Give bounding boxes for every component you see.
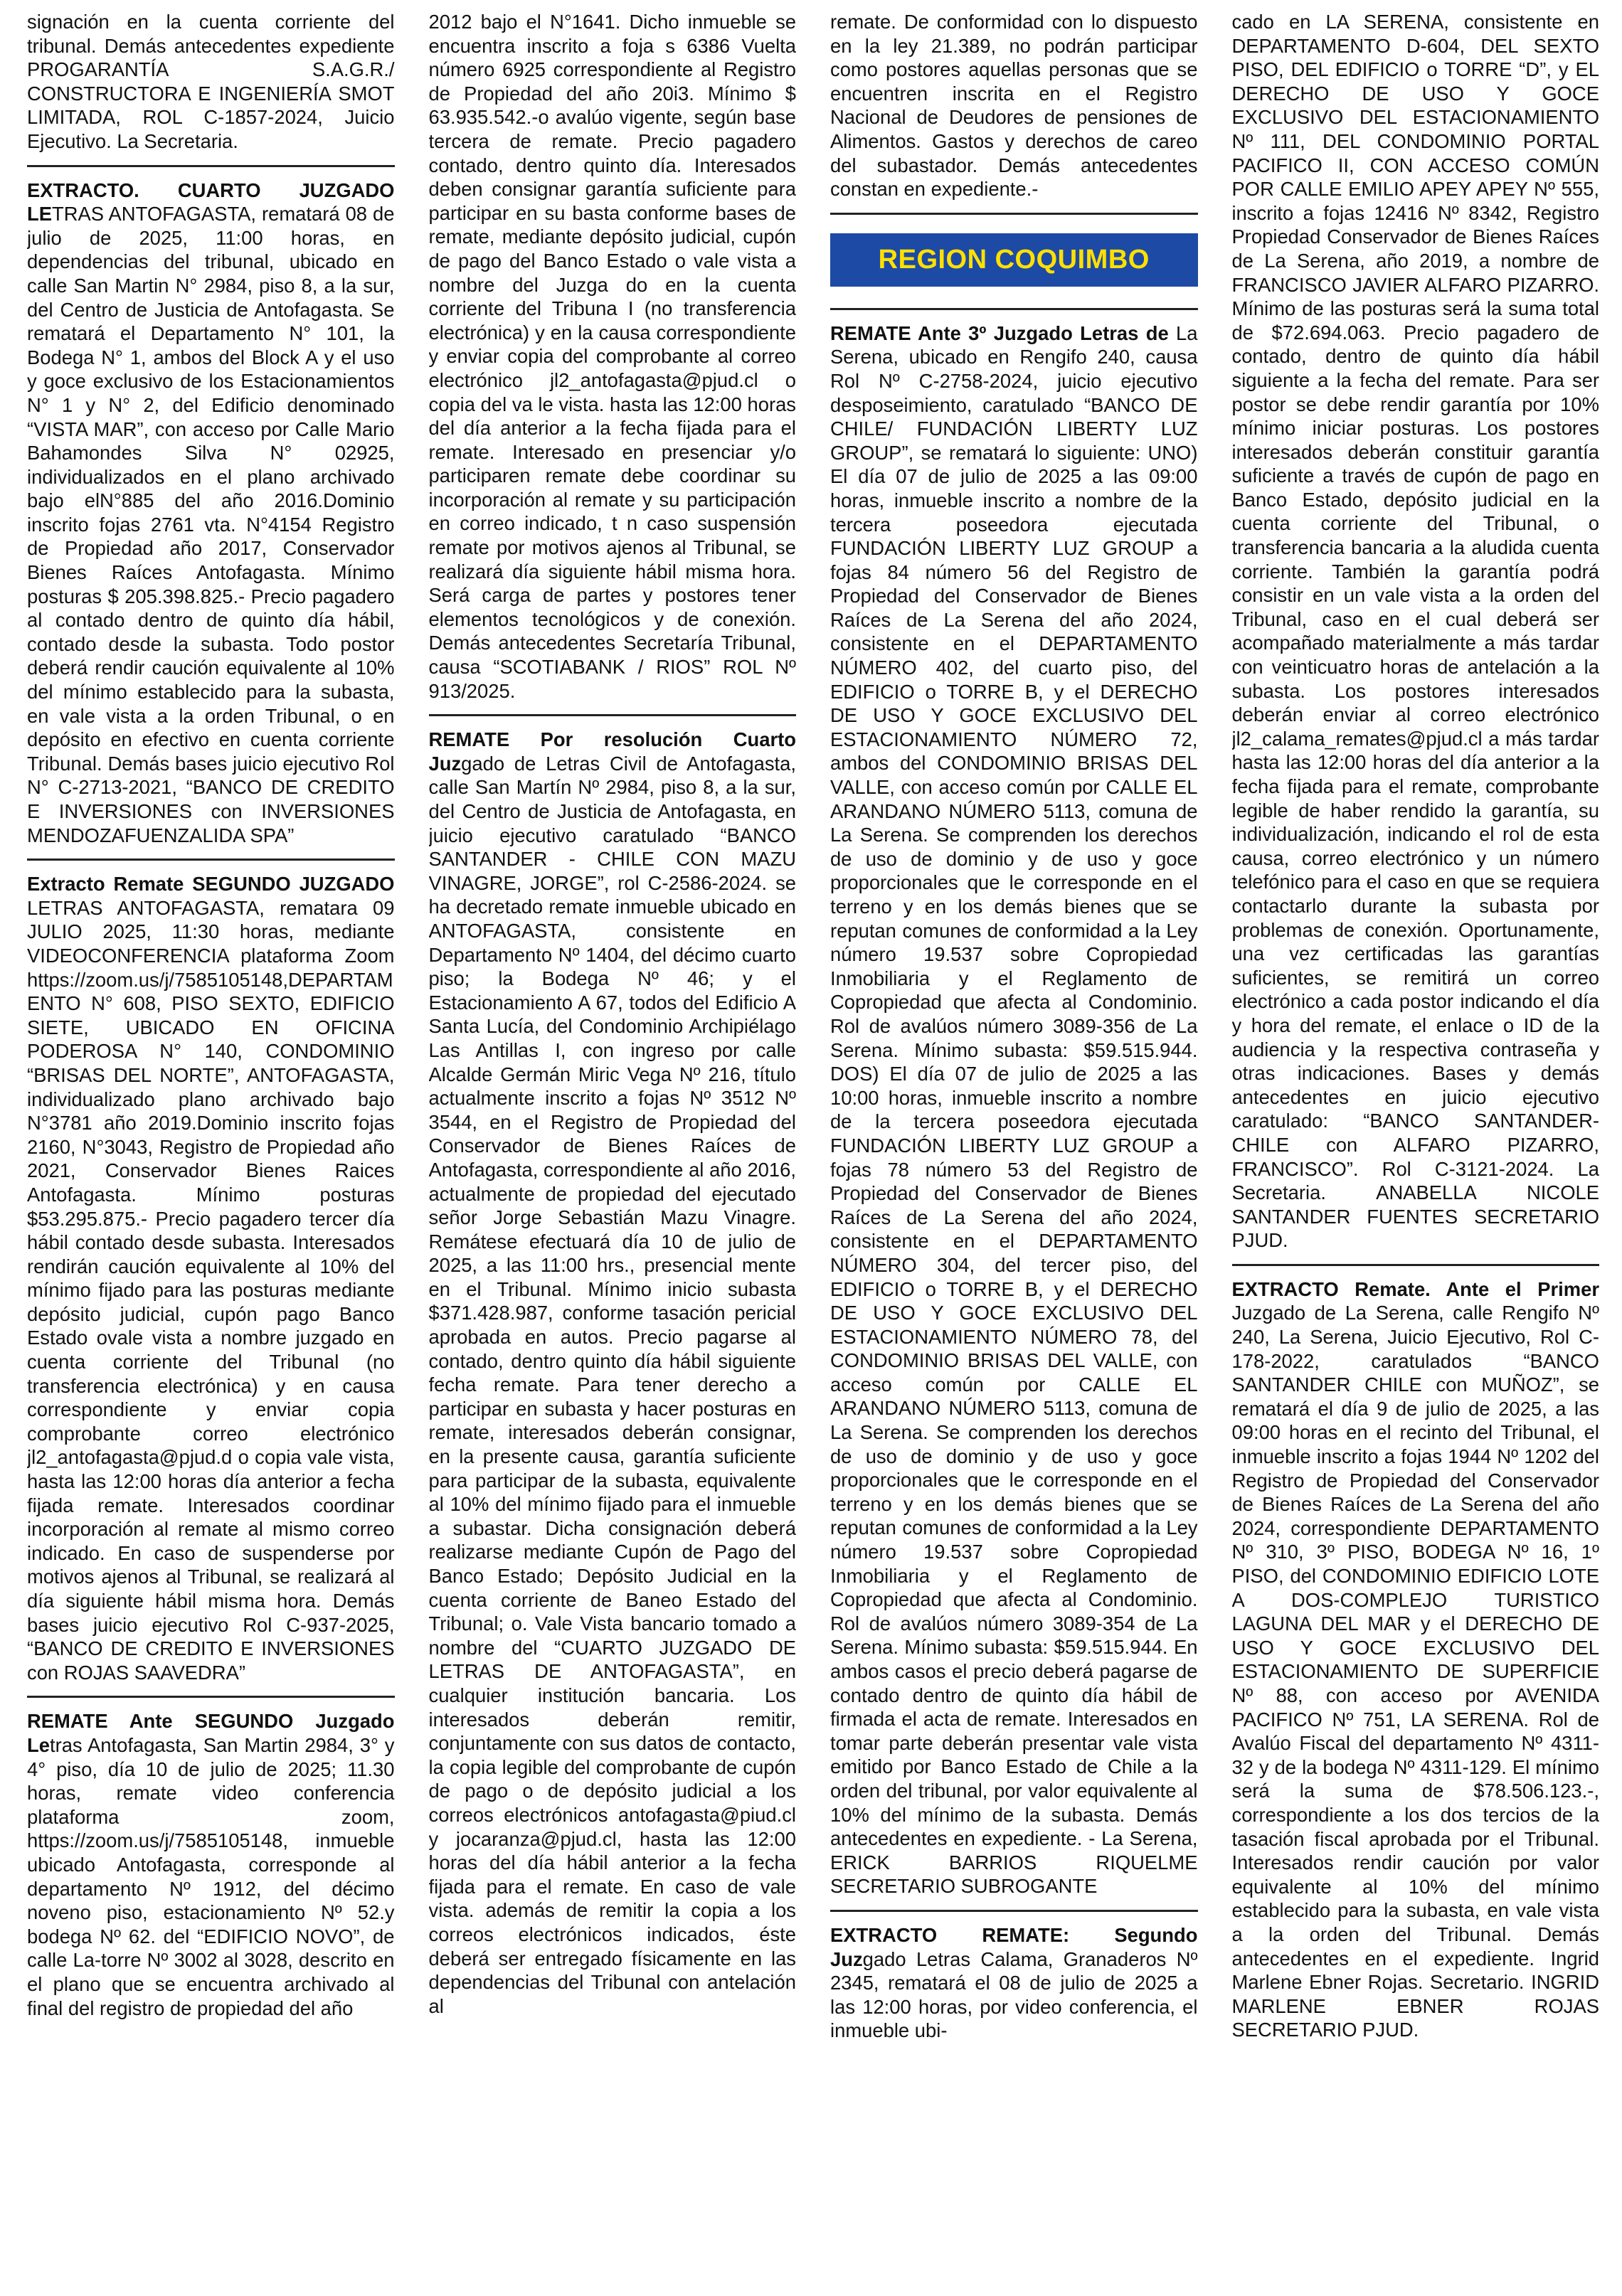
notice-remate-cuarto-juzgado: REMATE Por resolución Cuarto Juzgado de Letras Civil de Antofagasta, calle San Martín Nº 2984, piso 8, a la sur, del Centro de Justicia de Antofagasta, en juicio ejecutivo caratulado “BANCO SANTANDER - CHILE CON MAZU VINAGRE, JORGE”, rol C-2586-2024. se ha decretado remate inmueble ubicado en ANTOFAGASTA, consistente en Departamento Nº 1404, del décimo cuarto piso; la Bodega Nº 46; y el Estacionamiento A 67, todos del Edificio A Santa Lucía, del Condominio Archipiélago Las Antillas I, con ingreso por calle Alcalde Germán Miric Vega Nº 216, título actualmente inscrito a fojas Nº 3512 Nº 3544, en el Registro de Propiedad del Conservador de Bienes Raíces de Antofagasta, correspondiente al año 2016, actualmente de propiedad del ejecutado señor Jorge Sebastián Mazu Vinagre. Remátese efectuará día 10 de julio de 2025, a las 11:00 hrs., presencial mente en el Tribunal. Mínimo inicio subasta $371.428.987, conforme tasación pericial aprobada en autos. Precio pagarse al contado, dentro quinto día hábil siguiente fecha remate. Para tener derecho a participar en subasta y hacer posturas en remate, interesados deberán consignar, en la presente causa, garantía suficiente para participar de la subasta, equivalente al 10% del mínimo fijado para el inmueble a subastar. Dicha consignación deberá realizarse mediante Cupón de Pago del Banco Estado; Depósito Judicial en la cuenta corriente de Baneo Estado del Tribunal; o. Vale Vista bancario tomado a nombre del “CUARTO JUZGADO DE LETRAS DE ANTOFAGASTA”, en cualquier institución bancaria. Los interesados deberán remitir, conjuntamente con sus datos de contacto, la copia legible del comprobante de cupón de pago o de depósito judicial a los correos electrónicos antofagasta@piud.cl y jocaranza@pjud.cl, hasta las 12:00 horas del día hábil anterior a la fecha fijada para el remate. En caso de vale vista. además de remitir la copia a los correos electrónicos indicados, éste deberá ser entregado físicamente en las dependencias del Tribunal con antelación al (428, 728, 796, 2017)
notice-tercer-juzgado-la-serena: REMATE Ante 3º Juzgado Letras de La Serena, ubicado en Rengifo 240, causa Rol Nº C-2758-2024, juicio ejecutivo desposeimiento, caratulado “BANCO DE CHILE/ FUNDACIÓN LIBERTY LUZ GROUP”, se rematará lo siguiente: UNO) El día 07 de julio de 2025 a las 09:00 horas, inmueble inscrito a nombre de la tercera poseedora ejecutada FUNDACIÓN LIBERTY LUZ GROUP a fojas 84 número 56 del Registro de Propiedad del Conservador de Bienes Raíces de La Serena del año 2024, consistente en el DEPARTAMENTO NÚMERO 402, del cuarto piso, del EDIFICIO o TORRE B, y el DERECHO DE USO Y GOCE EXCLUSIVO DEL ESTACIONAMIENTO NÚMERO 72, ambos del CONDOMINIO BRISAS DEL VALLE, con acceso común por CALLE EL ARANDANO NÚMERO 5113, comuna de La Serena. Se comprenden los derechos de uso de dominio y de uso y goce proporcionales que le corresponde en el terreno y en los demás bienes que se reputan comunes de conformidad a la Ley número 19.537 sobre Copropiedad Inmobiliaria y el Reglamento de Copropiedad que afecta al Condominio. Rol de avalúos número 3089-356 de La Serena. Mínimo subasta: $59.515.944. DOS) El día 07 de julio de 2025 a las 10:00 horas, inmueble inscrito a nombre de la tercera poseedora ejecutada FUNDACIÓN LIBERTY LUZ GROUP a fojas 78 número 53 del Registro de Propiedad del Conservador de Bienes Raíces de La Serena del año 2024, consistente en el DEPARTAMENTO NÚMERO 304, del tercer piso, del EDIFICIO o TORRE B, y el DERECHO DE USO Y GOCE EXCLUSIVO DEL ESTACIONAMIENTO NÚMERO 78, del CONDOMINIO BRISAS DEL VALLE, con acceso común por CALLE EL ARANDANO NÚMERO 5113, comuna de La Serena. Se comprenden los derechos de uso de dominio y de uso y goce proporcionales que le corresponde en el terreno y en los demás bienes que se reputan comunes de conformidad a la Ley número 19.537 sobre Copropiedad Inmobiliaria y el Reglamento de Copropiedad que afecta al Condominio. Rol de avalúos número 3089-354 de La Serena. Mínimo subasta: $59.515.944. En ambos casos el precio deberá pagarse de contado dentro de quinto día hábil de firmada el acta de remate. Interesados en tomar parte deberán presentar vale vista emitido por Banco Estado de Chile a la orden del tribunal, por valor equivalente al 10% del mínimo de la subasta. Demás antecedentes en expediente. - La Serena, ERICK BARRIOS RIQUELME SECRETARIO SUBROGANTE (830, 321, 1198, 1898)
notice-heading: EXTRACTO REMATE: Segundo Juz (830, 1923, 1198, 1970)
notice-heading: EXTRACTO Remate. Ante el Primer (1231, 1277, 1599, 1300)
notice-divider (830, 1910, 1198, 1912)
notice-divider (27, 859, 395, 861)
notice-continuation: cado en LA SERENA, consistente en DEPARTAMENTO D-604, DEL SEXTO PISO, DEL EDIFICIO o TORRE “D”, y EL DERECHO DE USO Y GOCE EXCLUSIVO DEL ESTACIONAMIENTO Nº 111, DEL CONDOMINIO PORTAL PACIFICO II, CON ACCESO COMÚN POR CALLE EMILIO APEY APEY Nº 555, inscrito a fojas 12416 Nº 8342, Registro Propiedad Conservador de Bienes Raíces de La Serena, año 2019, a nombre de FRANCISCO JAVIER ALFARO PIZARRO. Mínimo de las posturas será la suma total de $72.694.063. Precio pagadero de contado, dentro de quinto día hábil siguiente a la fecha del remate. Para ser postor se debe rendir garantía por 10% mínimo iniciar posturas. Los postores interesados deberán constituir garantía suficiente a través de cupón de pago en Banco Estado, depósito judicial en la cuenta corriente del Tribunal, o transferencia bancaria a la aludida cuenta corriente. También la garantía podrá consistir en un vale vista a la orden del Tribunal, caso en el cual deberá ser acompañado materialmente a más tardar con veinticuatro horas de antelación a la subasta. Los postores interesados deberán enviar al correo electrónico jl2_calama_remates@pjud.cl a más tardar hasta las 12:00 horas del día anterior a la fecha fijada para el remate, comprobante legible de haber rendido la garantía, su individualización, indicando el rol de esta causa, correo electrónico y un número telefónico para el caso en que se requiera contactarlo durante la subasta por problemas de conexión. Oportunamente, una vez certificadas las garantías suficientes, se remitirá un correo electrónico a cada postor indicando el día y hora del remate, el enlace o ID de la audiencia y la respectiva contraseña y otras indicaciones. Bases y demás antecedentes en juicio ejecutivo caratulado: “BANCO SANTANDER- CHILE con ALFARO PIZARRO, FRANCISCO”. Rol C-3121-2024. La Secretaria. ANABELLA NICOLE SANTANDER FUENTES SECRETARIO PJUD. (1231, 11, 1599, 1252)
column-2 (429, 10, 797, 2296)
notice-remate-segundo-juzgado: REMATE Ante SEGUNDO Juzgado Letras Antofagasta, San Martin 2984, 3° y 4° piso, día 10 de julio de 2025; 11.30 horas, remate video conferencia plataforma zoom, https://zoom.us/j/7585105148, inmueble ubicado Antofagasta, corresponde al departamento Nº 1912, del décimo noveno piso, estacionamiento Nº 52.y bodega Nº 62. del “EDIFICIO NOVO”, de calle La-torre Nº 3002 al 3028, descrito en el plano que se encuentra archivado al final del registro de propiedad del año (27, 1710, 395, 2019)
column-3 (830, 10, 1198, 2296)
column-4 (1232, 10, 1600, 2296)
notice-divider (429, 714, 797, 716)
notice-primer-juzgado-la-serena: EXTRACTO Remate. Ante el Primer Juzgado de La Serena, calle Rengifo Nº 240, La Serena, Juicio Ejecutivo, Rol C-178-2022, caratulados “BANCO SANTANDER CHILE con MUÑOZ”, se rematará el día 9 de julio de 2025, a las 09:00 horas en el recinto del Tribunal, el inmueble inscrito a fojas 1944 Nº 1202 del Registro de Propiedad del Conservador de Bienes Raíces de La Serena del año 2024, correspondiente DEPARTAMENTO Nº 310, 3º PISO, BODEGA Nº 16, 1º PISO, del CONDOMINIO EDIFICIO LOTE A DOS-COMPLEJO TURISTICO LAGUNA DEL MAR y el DERECHO DE USO Y GOCE EXCLUSIVO DEL ESTACIONAMIENTO DE SUPERFICIE Nº 88, con acceso por AVENIDA PACIFICO Nº 751, LA SERENA. Rol de Avalúo Fiscal del departamento Nº 4311-32 y de la bodega Nº 4311-129. El mínimo será la suma de $78.506.123.-, correspondiente a los dos tercios de la tasación fiscal aprobada por el Tribunal. Interesados rendir caución por valor equivalente al 10% del mínimo establecido para la subasta, en vale vista a la orden del Tribunal. Demás antecedentes en el expediente. Ingrid Marlene Ebner Rojas. Secretario. INGRID MARLENE EBNER ROJAS SECRETARIO PJUD. (1231, 1277, 1599, 2041)
notice-divider (27, 1696, 395, 1698)
notice-divider (27, 165, 395, 167)
notice-segundo-juzgado-calama: EXTRACTO REMATE: Segundo Juzgado Letras Calama, Granaderos Nº 2345, rematará el 08 de julio de 2025 a las 12:00 horas, por video conferencia, el inmueble ubi- (830, 1923, 1198, 2042)
notice-heading: Extracto Remate SEGUNDO JUZGADO (27, 873, 395, 895)
notice-divider (830, 213, 1198, 215)
column-1 (27, 10, 395, 2296)
notice-extracto-cuarto-juzgado: EXTRACTO. CUARTO JUZGADO LETRAS ANTOFAGASTA, rematará 08 de julio de 2025, 11:00 horas, en dependencias del tribunal, ubicado en calle San Martin N° 2984, piso 8, a la sur, del Centro de Justicia de Antofagasta. Se rematará el Departamento N° 101, la Bodega N° 1, ambos del Block A y el uso y goce exclusivo de los Estacionamientos N° 1 y N° 2, del Edificio denominado “VISTA MAR”, con acceso por Calle Mario Bahamondes Silva N° 02925, individualizados en el plano archivado bajo elN°885 del año 2016.Dominio inscrito fojas 2761 vta. N°4154 Registro de Propiedad año 2017, Conservador Bienes Raíces Antofagasta. Mínimo posturas $ 205.398.825.- Precio pagadero al contado dentro de quinto día hábil, contado desde la subasta. Todo postor deberá rendir caución equivalente al 10% del mínimo establecido para la subasta, en vale vista a la orden Tribunal, o en depósito en efectivo en cuenta corriente Tribunal. Demás bases juicio ejecutivo Rol N° C-2713-2021, “BANCO DE CREDITO E INVERSIONES con INVERSIONES MENDOZAFUENZALIDA SPA” (27, 179, 395, 846)
notice-divider (1232, 1264, 1600, 1266)
notice-continuation: remate. De conformidad con lo dispuesto en la ley 21.389, no podrán participar como postores aquellas personas que se encuentren inscrita en el Registro Nacional de Deudores de pensiones de Alimentos. Gastos y derechos de careo del subastador. Demás antecedentes constan en expediente.- (830, 11, 1198, 201)
notice-heading: EXTRACTO. CUARTO JUZGADO LE (27, 179, 395, 225)
notice-divider (830, 308, 1198, 310)
notice-continuation: signación en la cuenta corriente del tribunal. Demás antecedentes expediente PROGARANTÍA S.A.G.R./ CONSTRUCTORA E INGENIERÍA SMOT LIMITADA, ROL C-1857-2024, Juicio Ejecutivo. La Secretaria. (27, 11, 395, 152)
notice-heading: REMATE Ante 3º Juzgado Letras de (830, 321, 1169, 344)
notice-segundo-juzgado: Extracto Remate SEGUNDO JUZGADO LETRAS ANTOFAGASTA, rematara 09 JULIO 2025, 11:30 horas, mediante VIDEOCONFERENCIA plataforma Zoom https://zoom.us/j/7585105148,DEPARTAMENTO N° 608, PISO SEXTO, EDIFICIO SIETE, UBICADO EN OFICINA PODEROSA N° 140, CONDOMINIO “BRISAS DEL NORTE”, ANTOFAGASTA, individualizado plano archivado bajo N°3781 año 2019.Dominio inscrito fojas 2160, N°3043, Registro de Propiedad año 2021, Conservador Bienes Raices Antofagasta. Mínimo posturas $53.295.875.- Precio pagadero tercer día hábil contado desde subasta. Interesados rendirán caución equivalente al 10% del mínimo fijado para las posturas mediante depósito judicial, cupón pago Banco Estado ovale vista a nombre juzgado en cuenta corriente del Tribunal (no transferencia electrónica) y en causa correspondiente y enviar copia comprobante correo electrónico jl2_antofagasta@pjud.d o copia vale vista, hasta las 12:00 horas día anterior a fecha fijada remate. Interesados coordinar incorporación al remate al mismo correo indicado. En caso de suspenderse por motivos ajenos al Tribunal, se realizará al día siguiente hábil misma hora. Demás bases juicio ejecutivo Rol C-937-2025, “BANCO DE CREDITO E INVERSIONES con ROJAS SAAVEDRA” (27, 873, 395, 1684)
region-banner: REGION COQUIMBO (830, 233, 1198, 287)
notice-continuation: 2012 bajo el N°1641. Dicho inmueble se encuentra inscrito a foja s 6386 Vuelta número 6925 correspondiente al Registro de Propiedad del año 20i3. Mínimo $ 63.935.542.-o avalúo vigente, según base tercera de remate. Precio pagadero contado, dentro quinto día. Interesados deben consignar garantía suficiente para participar en su basta conforme bases de remate, mediante depósito judicial, cupón de pago del Banco Estado o vale vista a nombre del Juzga do en la cuenta corriente del Tribuna I (no transferencia electrónica) y en la causa correspondiente y enviar copia del comprobante al correo electrónico jl2_antofagasta@pjud.cl o copia del va le vista. hasta las 12:00 horas del día anterior a la fecha fijada para el remate. Interesado en presenciar y/o participaren remate debe coordinar su incorporación al remate y su participación en correo indicado, t n caso suspensión remate por motivos ajenos al Tribunal, se realizará día siguiente hábil misma hora. Será carga de partes y postores tener elementos tecnológicos y de conexión. Demás antecedentes Secretaría Tribunal, causa “SCOTIABANK / RIOS” ROL Nº 913/2025. (428, 11, 796, 702)
notice-heading: REMATE Por resolución Cuarto Juz (428, 728, 796, 775)
notice-heading: REMATE Ante SEGUNDO Juzgado Le (27, 1710, 395, 1756)
